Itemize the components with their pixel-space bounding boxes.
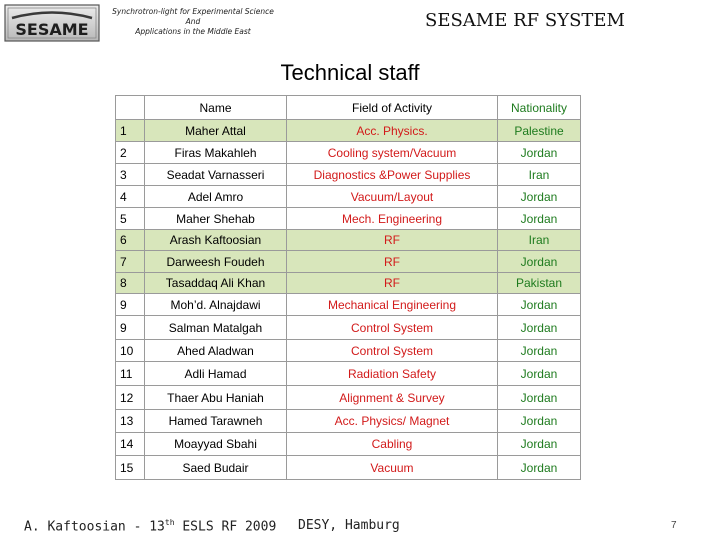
nationality: Jordan bbox=[498, 294, 581, 316]
field-of-activity: Control System bbox=[287, 316, 498, 340]
nationality: Jordan bbox=[498, 340, 581, 362]
field-of-activity: Diagnostics &Power Supplies bbox=[287, 164, 498, 186]
table-row bbox=[116, 142, 581, 164]
staff-name: Adel Amro bbox=[145, 186, 287, 208]
field-of-activity: Acc. Physics. bbox=[287, 120, 498, 142]
staff-name: Moh’d. Alnajdawi bbox=[145, 294, 287, 316]
subtitle-line-2: And bbox=[185, 17, 201, 26]
field-of-activity: RF bbox=[287, 251, 498, 273]
subtitle-line-1: Synchrotron-light for Experimental Science bbox=[112, 7, 274, 16]
subtitle-line-3: Applications in the Middle East bbox=[135, 27, 251, 36]
system-title: SESAME RF SYSTEM bbox=[425, 10, 625, 31]
staff-name: Maher Shehab bbox=[145, 208, 287, 230]
row-number: 9 bbox=[116, 294, 145, 316]
nationality: Jordan bbox=[498, 186, 581, 208]
field-of-activity: Control System bbox=[287, 340, 498, 362]
staff-name: Arash Kaftoosian bbox=[145, 230, 287, 251]
staff-name: Moayyad Sbahi bbox=[145, 433, 287, 456]
table-row bbox=[116, 186, 581, 208]
staff-name: Maher Attal bbox=[145, 120, 287, 142]
table-row bbox=[116, 208, 581, 230]
nationality: Palestine bbox=[498, 120, 581, 142]
staff-name: Saed Budair bbox=[145, 456, 287, 480]
nationality: Jordan bbox=[498, 410, 581, 433]
staff-name: Darweesh Foudeh bbox=[145, 251, 287, 273]
row-number: 13 bbox=[116, 410, 145, 433]
table-row bbox=[116, 433, 581, 456]
table-header-row bbox=[116, 96, 581, 120]
field-of-activity: Cooling system/Vacuum bbox=[287, 142, 498, 164]
row-number: 14 bbox=[116, 433, 145, 456]
row-number: 3 bbox=[116, 164, 145, 186]
nationality: Pakistan bbox=[498, 273, 581, 294]
header-nationality: Nationality bbox=[498, 96, 581, 120]
field-of-activity: Vacuum/Layout bbox=[287, 186, 498, 208]
field-of-activity: RF bbox=[287, 230, 498, 251]
staff-name: Hamed Tarawneh bbox=[145, 410, 287, 433]
organization-subtitle bbox=[78, 7, 308, 37]
row-number: 7 bbox=[116, 251, 145, 273]
field-of-activity: Mech. Engineering bbox=[287, 208, 498, 230]
table-row bbox=[116, 230, 581, 251]
table-row bbox=[116, 410, 581, 433]
table-row bbox=[116, 294, 581, 316]
row-number: 9 bbox=[116, 316, 145, 340]
table-body bbox=[116, 120, 581, 480]
footer-author-suffix: ESLS RF 2009 bbox=[174, 519, 277, 535]
footer-author bbox=[24, 518, 276, 534]
page-title: Technical staff bbox=[280, 60, 420, 85]
nationality: Jordan bbox=[498, 316, 581, 340]
row-number: 12 bbox=[116, 386, 145, 410]
footer-author-prefix: A. Kaftoosian - 13 bbox=[24, 519, 165, 535]
table-row bbox=[116, 316, 581, 340]
staff-table bbox=[115, 95, 581, 480]
table-row bbox=[116, 340, 581, 362]
row-number: 5 bbox=[116, 208, 145, 230]
nationality: Jordan bbox=[498, 433, 581, 456]
nationality: Jordan bbox=[498, 386, 581, 410]
nationality: Iran bbox=[498, 164, 581, 186]
field-of-activity: Vacuum bbox=[287, 456, 498, 480]
staff-name: Firas Makahleh bbox=[145, 142, 287, 164]
field-of-activity: Mechanical Engineering bbox=[287, 294, 498, 316]
logo-text: SESAME bbox=[15, 20, 89, 39]
nationality: Jordan bbox=[498, 208, 581, 230]
header-field: Field of Activity bbox=[287, 96, 498, 120]
field-of-activity: Radiation Safety bbox=[287, 362, 498, 386]
table-row bbox=[116, 251, 581, 273]
table-row bbox=[116, 164, 581, 186]
staff-name: Ahed Aladwan bbox=[145, 340, 287, 362]
field-of-activity: Cabling bbox=[287, 433, 498, 456]
page-number: 7 bbox=[671, 520, 677, 531]
row-number: 2 bbox=[116, 142, 145, 164]
table-row bbox=[116, 120, 581, 142]
row-number: 6 bbox=[116, 230, 145, 251]
row-number: 10 bbox=[116, 340, 145, 362]
staff-name: Salman Matalgah bbox=[145, 316, 287, 340]
field-of-activity: RF bbox=[287, 273, 498, 294]
staff-name: Thaer Abu Haniah bbox=[145, 386, 287, 410]
nationality: Jordan bbox=[498, 142, 581, 164]
nationality: Iran bbox=[498, 230, 581, 251]
nationality: Jordan bbox=[498, 456, 581, 480]
header-name: Name bbox=[145, 96, 287, 120]
header-number bbox=[116, 96, 145, 120]
footer-author-sup: th bbox=[164, 518, 175, 527]
row-number: 4 bbox=[116, 186, 145, 208]
table-row bbox=[116, 273, 581, 294]
footer-location: DESY, Hamburg bbox=[298, 518, 400, 533]
staff-name: Tasaddaq Ali Khan bbox=[145, 273, 287, 294]
table-row bbox=[116, 456, 581, 480]
staff-name: Seadat Varnasseri bbox=[145, 164, 287, 186]
row-number: 11 bbox=[116, 362, 145, 386]
staff-name: Adli Hamad bbox=[145, 362, 287, 386]
nationality: Jordan bbox=[498, 251, 581, 273]
row-number: 1 bbox=[116, 120, 145, 142]
row-number: 15 bbox=[116, 456, 145, 480]
row-number: 8 bbox=[116, 273, 145, 294]
field-of-activity: Alignment & Survey bbox=[287, 386, 498, 410]
table-row bbox=[116, 386, 581, 410]
nationality: Jordan bbox=[498, 362, 581, 386]
field-of-activity: Acc. Physics/ Magnet bbox=[287, 410, 498, 433]
table-row bbox=[116, 362, 581, 386]
